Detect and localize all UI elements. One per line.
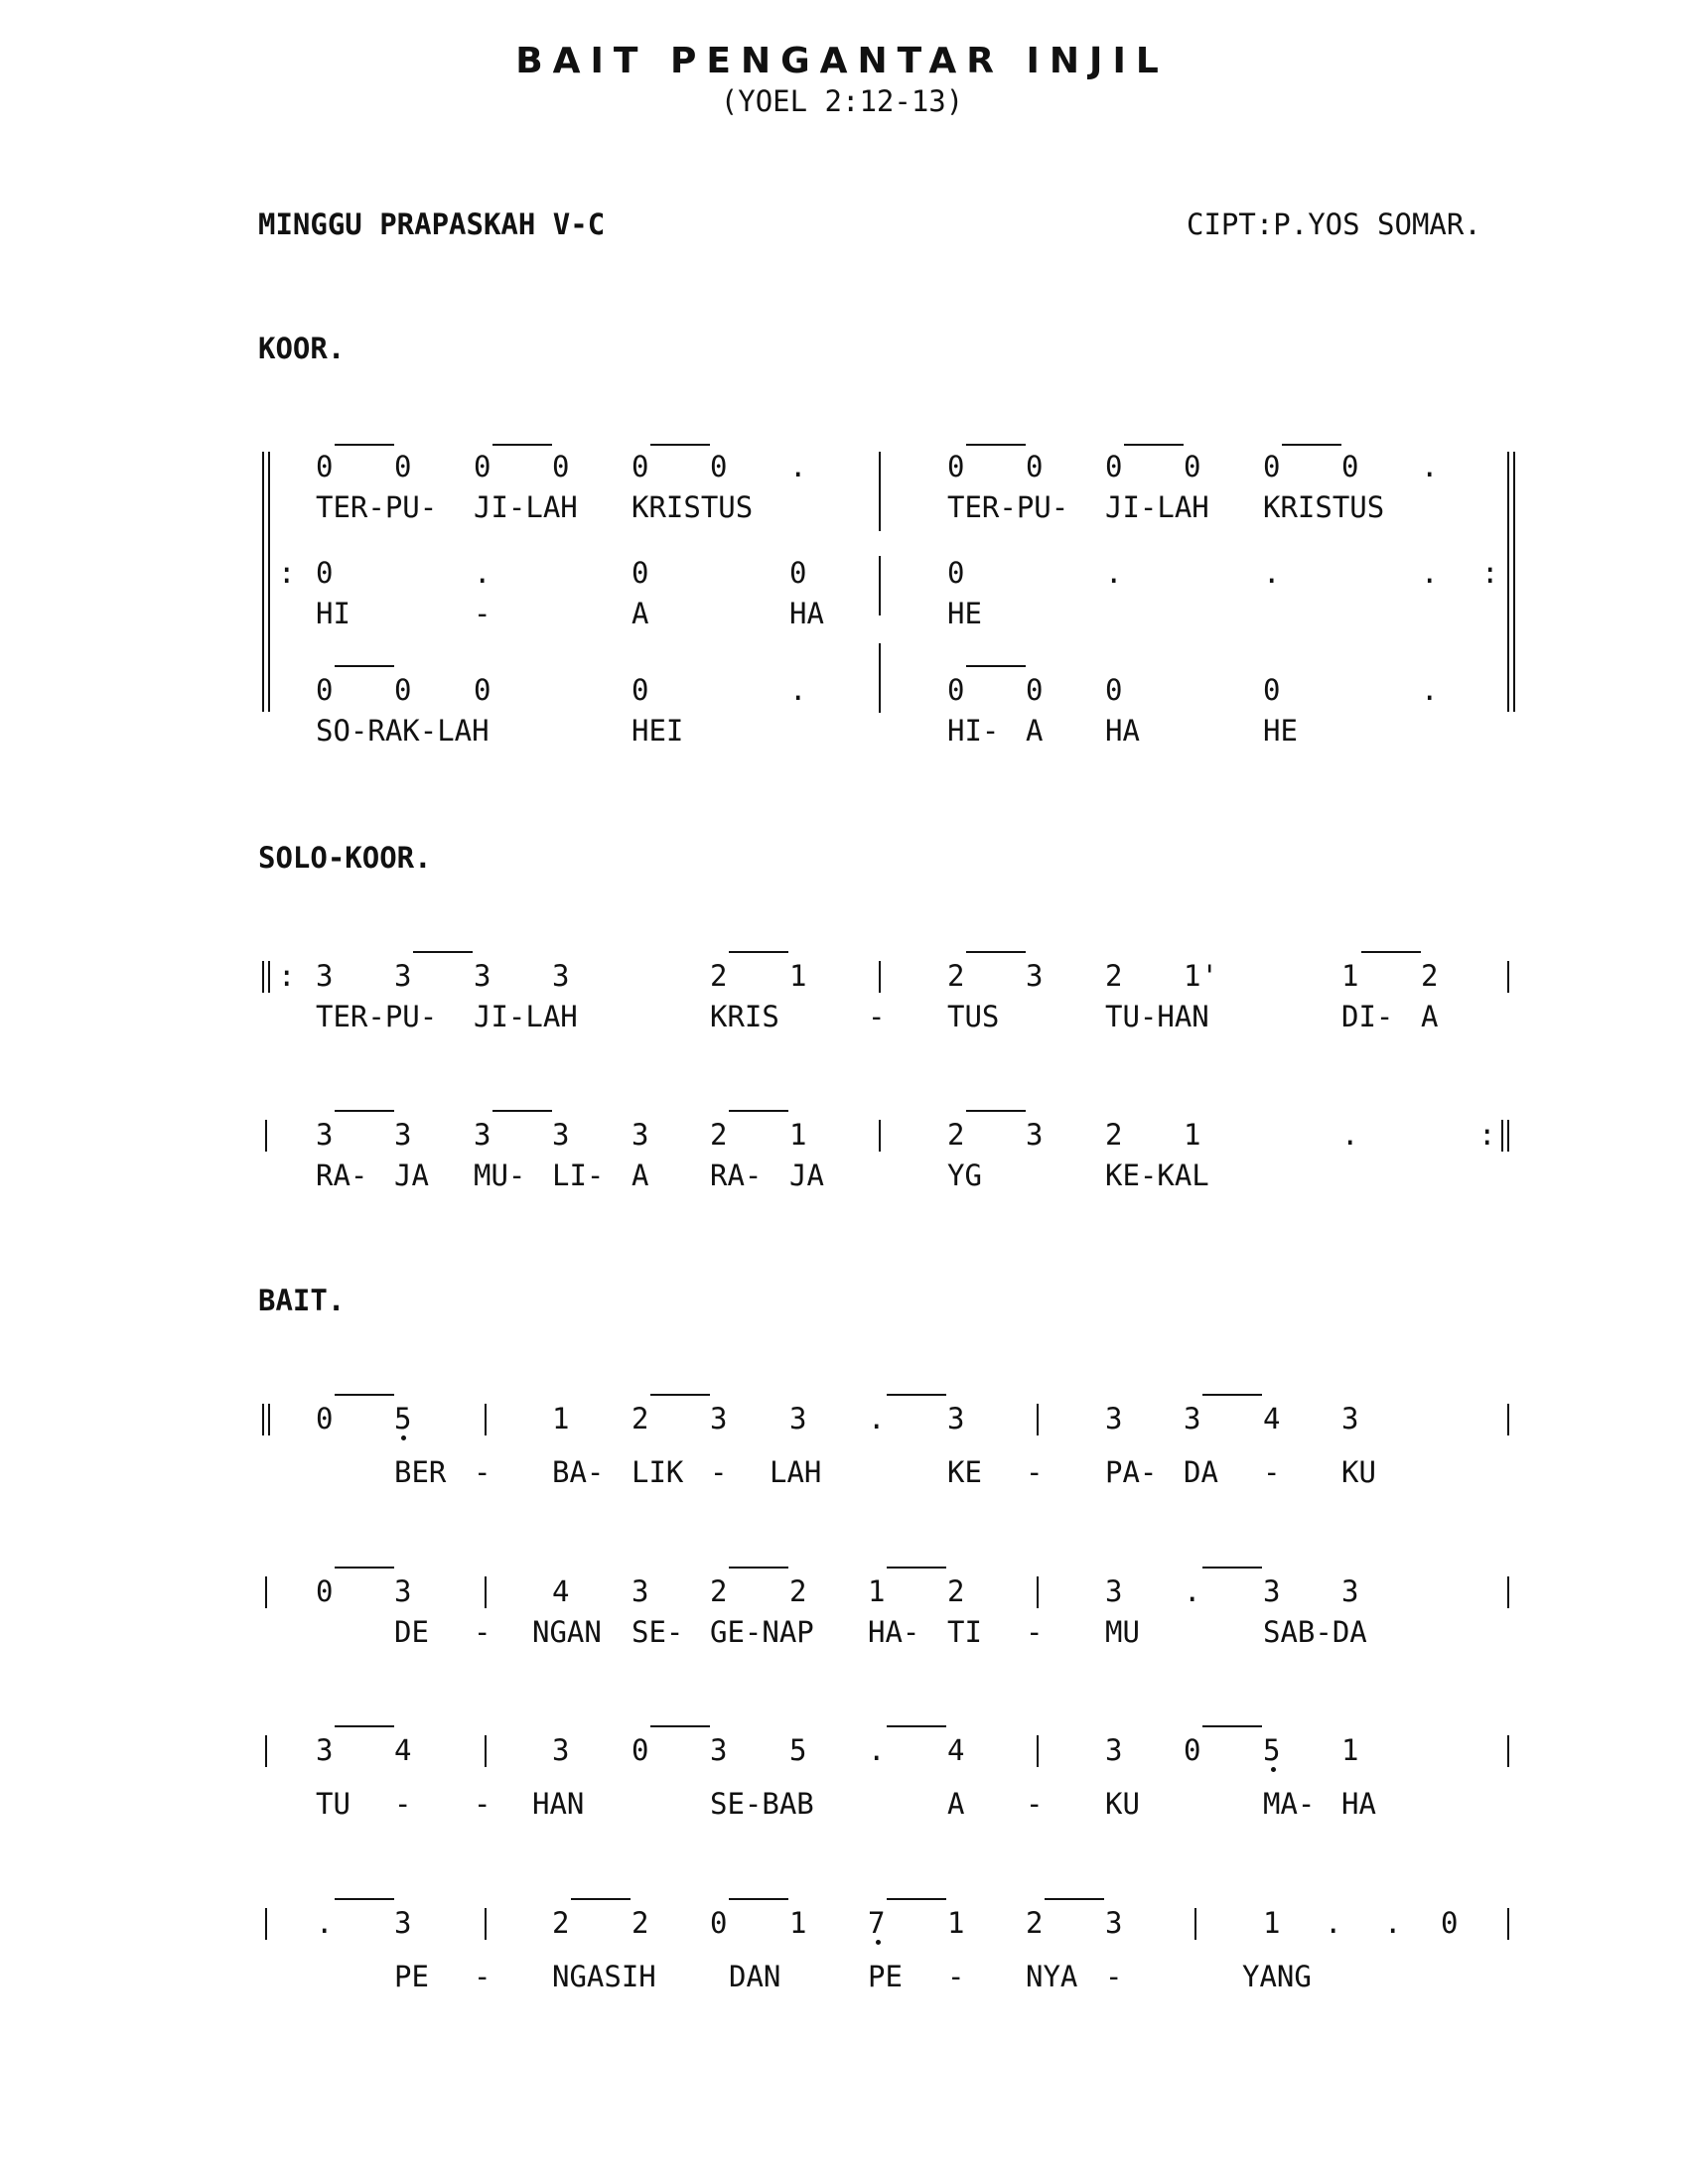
note: 1 <box>789 1118 807 1152</box>
note: 2 <box>789 1574 807 1608</box>
scripture-reference: (YOEL 2:12-13) <box>720 84 964 118</box>
koor-line3-lyrics <box>0 714 1684 776</box>
note: 1 <box>552 1402 570 1435</box>
lyric: JI-LAH <box>474 490 578 524</box>
lyric: - <box>474 1455 491 1489</box>
note: 0 <box>1263 450 1281 483</box>
note: 0 <box>316 673 334 707</box>
note: 0 <box>394 450 412 483</box>
beam <box>887 1394 946 1396</box>
lyric: - <box>1026 1787 1044 1821</box>
lyric: PE <box>868 1960 903 1993</box>
lyric: HEI <box>632 714 684 748</box>
note: 3 <box>552 959 570 993</box>
lyric: KRISTUS <box>632 490 754 524</box>
koor-line1-lyrics <box>0 490 1684 553</box>
note: . <box>1325 1906 1342 1940</box>
note: 3 <box>552 1733 570 1767</box>
lyric: JI-LAH <box>474 1000 578 1033</box>
note: . <box>474 556 491 590</box>
bait-line4-notes <box>0 1906 1684 1969</box>
note: 1' <box>1184 959 1218 993</box>
bait-line1-notes <box>0 1402 1684 1464</box>
lyric: TI <box>947 1615 982 1649</box>
lyric: HAN <box>532 1787 585 1821</box>
lyric: TER-PU- <box>947 490 1069 524</box>
lyric: DA <box>1184 1455 1218 1489</box>
lyric: LI- <box>552 1159 605 1192</box>
lyric: HA <box>789 597 824 630</box>
note: 2 <box>947 1574 965 1608</box>
lyric: KE <box>947 1455 982 1489</box>
note: 4 <box>947 1733 965 1767</box>
lyric: HA <box>1105 714 1140 748</box>
note: 3 <box>394 1906 412 1940</box>
lyric: SE-BAB <box>710 1787 814 1821</box>
lyric: RA- <box>316 1159 368 1192</box>
beam <box>966 444 1026 446</box>
note: 3 <box>552 1118 570 1152</box>
lyric: TER-PU- <box>316 1000 438 1033</box>
note: 1 <box>1341 959 1359 993</box>
note: 5 <box>789 1733 807 1767</box>
lyric: - <box>1105 1960 1123 1993</box>
beam <box>335 1110 394 1112</box>
note: 1 <box>1184 1118 1201 1152</box>
lyric: - <box>868 1000 886 1033</box>
lyric: BER <box>394 1455 447 1489</box>
lyric: YG <box>947 1159 982 1192</box>
note: 3 <box>1026 959 1044 993</box>
beam <box>1202 1725 1262 1727</box>
note: 3 <box>316 959 334 993</box>
lyric: - <box>1026 1615 1044 1649</box>
beam <box>335 1567 394 1569</box>
note: 3 <box>710 1733 728 1767</box>
lyric: TU <box>316 1787 351 1821</box>
note: 0 <box>710 1906 728 1940</box>
lyric: A <box>1421 1000 1439 1033</box>
bait-line1-lyrics <box>0 1455 1684 1518</box>
note: 3 <box>632 1574 649 1608</box>
lyric: TER-PU- <box>316 490 438 524</box>
note: 0 <box>1026 673 1044 707</box>
lyric: JA <box>394 1159 429 1192</box>
lyric: - <box>1026 1455 1044 1489</box>
lyric: SE- <box>632 1615 684 1649</box>
note: . <box>1421 450 1439 483</box>
note: 0 <box>632 673 649 707</box>
lyric: KRISTUS <box>1263 490 1385 524</box>
bait-line3-notes <box>0 1733 1684 1796</box>
note: 3 <box>1184 1402 1201 1435</box>
note: 0 <box>1105 673 1123 707</box>
repeat-start-sign: : <box>278 556 296 590</box>
lyric: - <box>1263 1455 1281 1489</box>
note: 3 <box>1263 1574 1281 1608</box>
lyric: KU <box>1341 1455 1376 1489</box>
lyric: NGAN <box>532 1615 602 1649</box>
beam <box>413 951 473 953</box>
beam <box>729 1567 788 1569</box>
beam <box>887 1898 946 1900</box>
note: 0 <box>710 450 728 483</box>
lyric: PE <box>394 1960 429 1993</box>
beam <box>1202 1567 1262 1569</box>
note: 0 <box>632 1733 649 1767</box>
note: 0 <box>316 450 334 483</box>
note: 3 <box>316 1118 334 1152</box>
lyric: HA <box>1341 1787 1376 1821</box>
beam <box>650 1725 710 1727</box>
lyric: A <box>1026 714 1044 748</box>
bait-line4-lyrics <box>0 1960 1684 2022</box>
beam <box>650 444 710 446</box>
lyric: GE-NAP <box>710 1615 814 1649</box>
note: 3 <box>1026 1118 1044 1152</box>
beam <box>1361 951 1421 953</box>
repeat-end-sign: : <box>1478 1118 1496 1152</box>
lyric: A <box>632 597 649 630</box>
page-title: BAIT PENGANTAR INJIL <box>515 41 1169 81</box>
note: 5 <box>394 1402 412 1435</box>
note: 0 <box>789 556 807 590</box>
beam <box>650 1394 710 1396</box>
note: 2 <box>1026 1906 1044 1940</box>
note: 3 <box>394 1118 412 1152</box>
note: 3 <box>1341 1402 1359 1435</box>
note: 0 <box>947 450 965 483</box>
note: 7 <box>868 1906 886 1940</box>
lyric: LAH <box>770 1455 822 1489</box>
beam <box>887 1725 946 1727</box>
beam <box>335 1394 394 1396</box>
note: 0 <box>474 673 491 707</box>
beam <box>335 665 394 667</box>
note: 0 <box>1026 450 1044 483</box>
lyric: NYA <box>1026 1960 1078 1993</box>
note: 2 <box>710 959 728 993</box>
beam <box>1202 1394 1262 1396</box>
note: 3 <box>1105 1574 1123 1608</box>
note: 2 <box>947 1118 965 1152</box>
section-label-koor: KOOR. <box>258 332 346 365</box>
note: 0 <box>1441 1906 1459 1940</box>
lyric: DI- <box>1341 1000 1394 1033</box>
note: . <box>868 1402 886 1435</box>
note: 0 <box>316 556 334 590</box>
lyric: LIK <box>632 1455 684 1489</box>
note: 1 <box>868 1574 886 1608</box>
note: 0 <box>632 556 649 590</box>
note: 0 <box>316 1574 334 1608</box>
note: . <box>1105 556 1123 590</box>
lyric: KRIS <box>710 1000 779 1033</box>
note: 0 <box>947 556 965 590</box>
bait-line3-lyrics <box>0 1787 1684 1849</box>
note: 3 <box>1105 1402 1123 1435</box>
beam <box>1282 444 1341 446</box>
beam <box>729 951 788 953</box>
beam <box>492 444 552 446</box>
lyric: DAN <box>729 1960 781 1993</box>
note: 0 <box>947 673 965 707</box>
bait-line2-lyrics <box>0 1615 1684 1678</box>
note: 0 <box>474 450 491 483</box>
lyric: HE <box>1263 714 1298 748</box>
lyric: JA <box>789 1159 824 1192</box>
lyric: TUS <box>947 1000 1000 1033</box>
beam <box>729 1110 788 1112</box>
note: 1 <box>947 1906 965 1940</box>
note: 1 <box>1341 1733 1359 1767</box>
note: 2 <box>1105 1118 1123 1152</box>
note: 4 <box>552 1574 570 1608</box>
note: 2 <box>632 1402 649 1435</box>
note: 2 <box>947 959 965 993</box>
lyric: SO-RAK-LAH <box>316 714 490 748</box>
note: 2 <box>552 1906 570 1940</box>
note: 0 <box>1105 450 1123 483</box>
composer: CIPT:P.YOS SOMAR. <box>1187 207 1481 241</box>
lyric: MU- <box>474 1159 526 1192</box>
note: 1 <box>1263 1906 1281 1940</box>
note: 0 <box>1184 1733 1201 1767</box>
note: 4 <box>394 1733 412 1767</box>
lyric: SAB-DA <box>1263 1615 1367 1649</box>
lyric: DE <box>394 1615 429 1649</box>
note: 2 <box>710 1118 728 1152</box>
note: 3 <box>474 959 491 993</box>
note: 0 <box>316 1402 334 1435</box>
beam <box>1045 1898 1104 1900</box>
lyric: - <box>710 1455 728 1489</box>
lyric: JI-LAH <box>1105 490 1209 524</box>
note: 3 <box>947 1402 965 1435</box>
note: 3 <box>394 959 412 993</box>
beam <box>335 1725 394 1727</box>
lyric: MU <box>1105 1615 1140 1649</box>
note: . <box>1184 1574 1201 1608</box>
lyric: KE-KAL <box>1105 1159 1209 1192</box>
note: . <box>789 673 807 707</box>
note: 0 <box>632 450 649 483</box>
note: . <box>1341 1118 1359 1152</box>
beam <box>966 951 1026 953</box>
note: 3 <box>710 1402 728 1435</box>
beam <box>887 1567 946 1569</box>
lyric: HA- <box>868 1615 920 1649</box>
note: . <box>1421 556 1439 590</box>
lyric: - <box>947 1960 965 1993</box>
section-label-solo-koor: SOLO-KOOR. <box>258 841 432 875</box>
lyric: - <box>474 597 491 630</box>
lyric: TU-HAN <box>1105 1000 1209 1033</box>
lyric: HI- <box>947 714 1000 748</box>
koor-line2-lyrics <box>0 597 1684 659</box>
note: 1 <box>789 959 807 993</box>
note: 4 <box>1263 1402 1281 1435</box>
lyric: - <box>474 1615 491 1649</box>
beam <box>492 1110 552 1112</box>
note: 1 <box>789 1906 807 1940</box>
lyric: - <box>394 1787 412 1821</box>
section-label-bait: BAIT. <box>258 1284 346 1317</box>
note: 0 <box>394 673 412 707</box>
note: 2 <box>1421 959 1439 993</box>
lyric: NGASIH <box>552 1960 656 1993</box>
note: 5 <box>1263 1733 1281 1767</box>
note: . <box>316 1906 334 1940</box>
note: 2 <box>1105 959 1123 993</box>
beam <box>1124 444 1184 446</box>
repeat-end-sign: : <box>1481 556 1499 590</box>
lyric: YANG <box>1242 1960 1312 1993</box>
note: . <box>1263 556 1281 590</box>
solo-koor-line1-lyrics <box>0 1000 1684 1062</box>
note: . <box>789 450 807 483</box>
beam <box>729 1898 788 1900</box>
note: 3 <box>1105 1906 1123 1940</box>
beam <box>966 1110 1026 1112</box>
repeat-start-sign: : <box>278 959 296 993</box>
note: 3 <box>316 1733 334 1767</box>
note: . <box>1421 673 1439 707</box>
note: 0 <box>1263 673 1281 707</box>
lyric: HI <box>316 597 351 630</box>
solo-koor-line2-lyrics <box>0 1161 1684 1221</box>
lyric: RA- <box>710 1159 763 1192</box>
lyric: A <box>947 1787 965 1821</box>
lyric: MA- <box>1263 1787 1316 1821</box>
lyric: BA- <box>552 1455 605 1489</box>
note: 3 <box>1341 1574 1359 1608</box>
beam <box>335 1898 394 1900</box>
note: 3 <box>789 1402 807 1435</box>
beam <box>966 665 1026 667</box>
lyric: A <box>632 1159 649 1192</box>
lyric: KU <box>1105 1787 1140 1821</box>
note: 3 <box>394 1574 412 1608</box>
note: 2 <box>632 1906 649 1940</box>
lyric: - <box>474 1787 491 1821</box>
beam <box>335 444 394 446</box>
note: . <box>1384 1906 1402 1940</box>
note: 3 <box>1105 1733 1123 1767</box>
beam <box>571 1898 631 1900</box>
lyric: PA- <box>1105 1455 1158 1489</box>
lyric: HE <box>947 597 982 630</box>
note: 0 <box>1184 450 1201 483</box>
note: 0 <box>1341 450 1359 483</box>
note: 2 <box>710 1574 728 1608</box>
note: 3 <box>474 1118 491 1152</box>
occasion: MINGGU PRAPASKAH V-C <box>258 207 606 241</box>
note: 3 <box>632 1118 649 1152</box>
note: . <box>868 1733 886 1767</box>
note: 0 <box>552 450 570 483</box>
lyric: - <box>474 1960 491 1993</box>
